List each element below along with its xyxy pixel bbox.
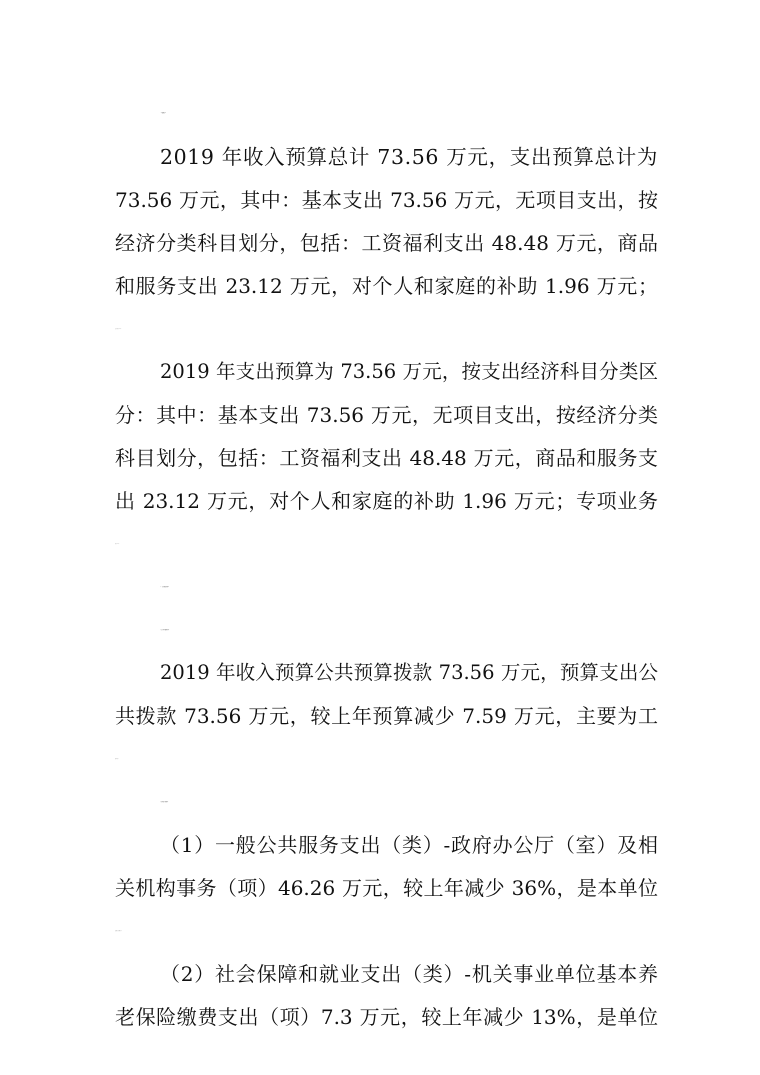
paragraph-line: 经济分类科目划分，包括：工资福利支出 48.48 万元，商品 <box>115 231 658 255</box>
paragraph-line: 2019 年支出预算为 73.56 万元，按支出经济科目分类区 <box>160 360 658 383</box>
paragraph-line: 分：其中：基本支出 73.56 万元，无项目支出，按经济分类 <box>115 403 658 427</box>
paragraph-line: 共拨款 73.56 万元，较上年预算减少 7.59 万元，主要为工 <box>115 704 658 728</box>
paragraph-line: 73.56 万元，其中：基本支出 73.56 万元，无项目支出，按 <box>115 188 658 212</box>
paragraph-line: 老保险缴费支出（项）7.3 万元，较上年减少 13%，是单位 <box>115 1005 658 1029</box>
subsection-heading-scale-change <box>160 617 760 643</box>
paragraph-line: （1）一般公共服务支出（类）-政府办公厅（室）及相 <box>160 833 658 857</box>
paragraph-line: 和服务支出 23.12 万元，对个人和家庭的补助 1.96 万元； <box>115 274 658 298</box>
paragraph-line: 科目划分，包括：工资福利支出 48.48 万元，商品和服务支 <box>115 446 658 470</box>
paragraph-line <box>115 918 760 944</box>
paragraph-line: 2019 年收入预算公共预算拨款 73.56 万元，预算支出公 <box>160 661 658 684</box>
paragraph-line <box>115 316 760 342</box>
paragraph-line: 2019 年收入预算总计 73.56 万元，支出预算总计为 <box>160 145 658 169</box>
section-heading-fiscal-appropriation <box>160 100 760 126</box>
paragraph-line <box>115 746 760 772</box>
paragraph-line: 出 23.12 万元，对个人和家庭的补助 1.96 万元；专项业务 <box>115 489 658 513</box>
section-heading-general-budget <box>160 574 760 600</box>
subsection-heading-functional-classification <box>160 789 760 815</box>
paragraph-line: （2）社会保障和就业支出（类）-机关事业单位基本养 <box>160 962 658 986</box>
paragraph-line: 关机构事务（项）46.26 万元，较上年减少 36%，是本单位 <box>115 876 658 900</box>
paragraph-line <box>115 531 760 557</box>
